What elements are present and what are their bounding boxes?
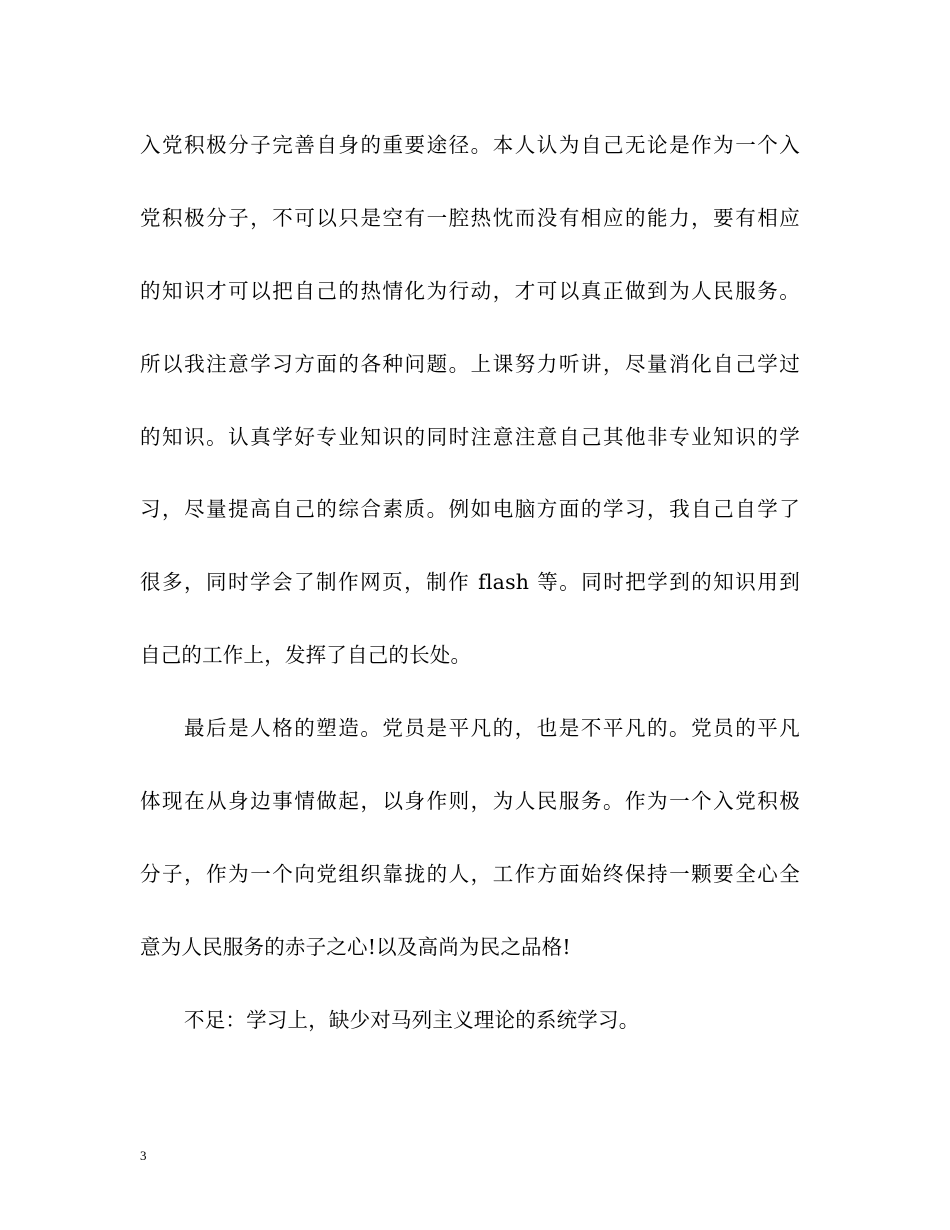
text-line: 分子，作为一个向党组织靠拢的人，工作方面始终保持一颗要全心全 [140, 861, 800, 886]
text-line: 习，尽量提高自己的综合素质。例如电脑方面的学习，我自己自学了 [140, 497, 800, 522]
text-line: 很多，同时学会了制作网页，制作 flash 等。同时把学到的知识用到 [140, 570, 800, 595]
text-line: 入党积极分子完善自身的重要途径。本人认为自己无论是作为一个入 [140, 133, 800, 157]
text-line: 的知识。认真学好专业知识的同时注意注意自己其他非专业知识的学 [140, 424, 800, 449]
text-line: 所以我注意学习方面的各种问题。上课努力听讲，尽量消化自己学过 [140, 351, 800, 376]
text-line: 党积极分子，不可以只是空有一腔热忱而没有相应的能力，要有相应 [140, 205, 800, 230]
page-number: 3 [140, 1148, 147, 1163]
text-line: 体现在从身边事情做起，以身作则，为人民服务。作为一个入党积极 [140, 789, 800, 814]
text-line: 自己的工作上，发挥了自己的长处。 [140, 643, 472, 668]
text-line: 意为人民服务的赤子之心!以及高尚为民之品格! [140, 934, 571, 959]
paragraph-first-line: 最后是人格的塑造。党员是平凡的，也是不平凡的。党员的平凡 [184, 716, 800, 741]
text-line: 的知识才可以把自己的热情化为行动，才可以真正做到为人民服务。 [140, 278, 800, 303]
body-text [140, 118, 800, 1066]
paragraph-first-line: 不足：学习上，缺少对马列主义理论的系统学习。 [184, 1007, 640, 1032]
